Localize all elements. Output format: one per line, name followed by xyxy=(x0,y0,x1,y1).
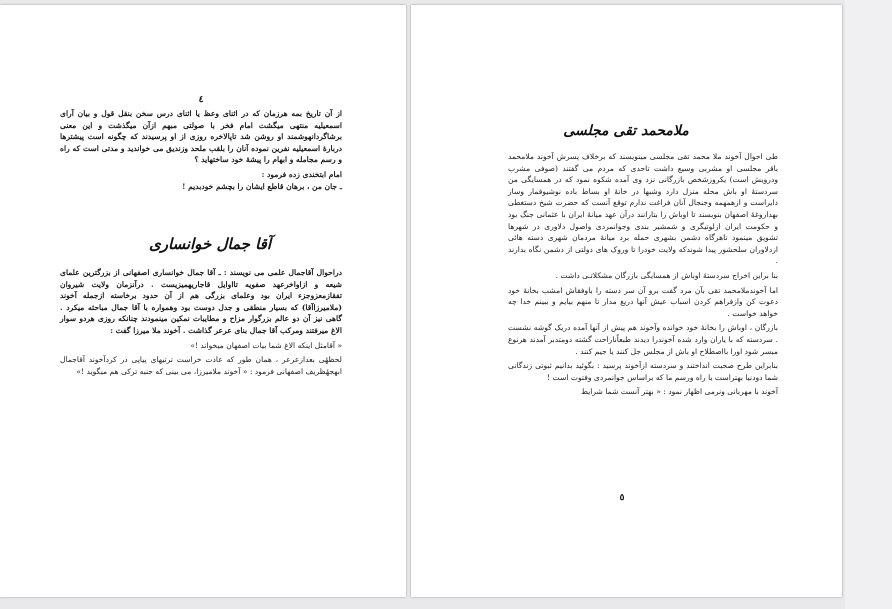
right-page xyxy=(411,5,842,597)
right-paragraph-6: آخوند با مهربانی ونرمی اظهار نمود : « بهتر آنست شما شرایط xyxy=(580,387,778,397)
left-top-text xyxy=(60,108,342,192)
right-paragraph-4: بازرگان ، اوباش را بخانهٔ خود خوانده وآخوند هم پیش از آنها آمده دریک گوشه نشست . سردسته که با یاران وارد شده آخوندرا دیدند طبعاًناراحت گشته دومتدبر آمدند هرنوع مبسر شود اورا بااصطلاح او باش از مجلس جل کنند یا جیم کنند . xyxy=(508,323,778,356)
left-paragraph-6: لحظهٔی بعدازعرعر ، همان طور که عادت خراست ترتیهای پیاپی در کردآخوند آقاجمال ابهجهٔظریف اصفهانی فرمود : « آخوند ملامیرزا، می بینی که جنبه ترکی هم میگوید !» xyxy=(60,355,342,376)
left-paragraph-2: امام ابتخندی زده فرمود : xyxy=(261,169,342,179)
left-paragraph-3: ـ جان من ، برهان قاطع ایشان را بچشم خودبدیم ! xyxy=(182,181,342,191)
right-paragraph-1: طی احوال آخوند ملا محمد تقی مجلسی مینویسند که برخلاف پسرش آخوند ملامحمد باقر مجلسی او مشربی وسیع داشت تاحدی که مردم می گفتند (صوفی مشرب ودرویش است) یکروزشخص بازرگانی نزد وی آمده شکوه نمود که در همسایگی من سردستهٔ او باش محله منزل دارد وشبها در خانهٔ او بساط باده نوشیوقمار وساز دایراست و ازهمهمه وجنجال آنان فراغت ندارم توقع آنست که حضرت شیخ دستغطی بهداروغهٔ اصفهان بنویسند تا اوباش را بتارانند درآن عهد میانهٔ ایران با عثمانی جنگ بود و حکومت ایران ازلوتیگری و شمشیر بندی وجوانمردی واصول دلاوری در شهرها تشویق مینمود تاهرگاه دشمن بشهری حمله برد میانهٔ مردمان شهری دسته هائی ازدلاوران سلحشور پیدا شوندکه ولایت خودرا تا وروک های دولتی از دشمن نگاه بدارند . xyxy=(508,152,778,266)
left-paragraph-4: دراحوال آقاجمال علمی می نویسند : ـ آقا جمال خوانساری اصفهانی از بزرگترین علمای شیعه و ازاواخرعهد صفویه تااوایل قاجاریهمیزیست . درآنزمان ولایت شیروان تفقازمعزوجزء ایران بود وعلمای بزرگی هم از آن حدود برخاسته ازجمله آخوند (ملامیرزاآقا) که بسیار منطقی و جدل دوست بود وهمواره با آقا جمال مباحثه میکرد . گاهی نیز آن دو عالم بزرگوار مزاح و مطایبات نمکین مینمودند چنانکه روزی هردو سوار الاغ میرفتند ومرکب آقا جمال بنای عرعر گذاشت . آخوند ملا میرزا گفت : xyxy=(60,268,342,335)
left-paragraph-1: از آن تاریخ بمه هرزمان که در اثنای وعظ یا اثنای درس سخن بنقل قول و بیان آرای اسمعیلیه منتهی میگشت امام فخر با صولتی مبهم ازآن میگذشت و این معنی برشاگردانهوشمند او روشن شد تاپالاخره روزی از او پرسیدند که چگونه است پیشترها دربارهٔ اسمعیلیه نفرین نموده آنان را بلقب ملحد وزندیق می خواندید و مدتی است که راه و رسم مجامله و ابهام را پیشهٔ خود ساختهاید ؟ xyxy=(60,109,342,165)
right-body-text xyxy=(508,151,778,401)
viewer-background-edge xyxy=(845,0,892,609)
right-paragraph-2: بنا براین اخراج سردستهٔ اوباش از همسایگی بازرگان مشکلاتـی داشت . xyxy=(555,270,778,280)
left-section-heading: آقا جمال خوانساری xyxy=(148,235,272,253)
right-paragraph-5: بنابراین طرح صحبت انداختند و سردسته ازآخوند پرسید : بگوئید بدانیم ثبوتی زندگانی شما دودنیا بهتراست یا راه ورسم ما که براساس جوانمردی وفتوت است ! xyxy=(508,361,778,382)
right-section-heading: ملامحمد تقی مجلسی xyxy=(563,123,689,139)
left-bottom-text xyxy=(60,267,342,380)
right-page-number: ٥ xyxy=(619,493,625,503)
left-paragraph-5: « آقامثل اینکه الاغ شما بیات اصفهان میخواند !» xyxy=(190,340,342,350)
right-paragraph-3: اما آخوندملامحمد تقی بآن مرد گفت برو آن سر دسته را باوفقاش امشب بخانهٔ خود دعوت کن وازفراهم کردن اسباب عیش آنها دریغ مدار تا منهم بیایم و ببینم خدا چه خواهد خواست . xyxy=(508,285,778,318)
left-page-number: ٤ xyxy=(198,95,204,105)
left-page xyxy=(0,5,406,597)
